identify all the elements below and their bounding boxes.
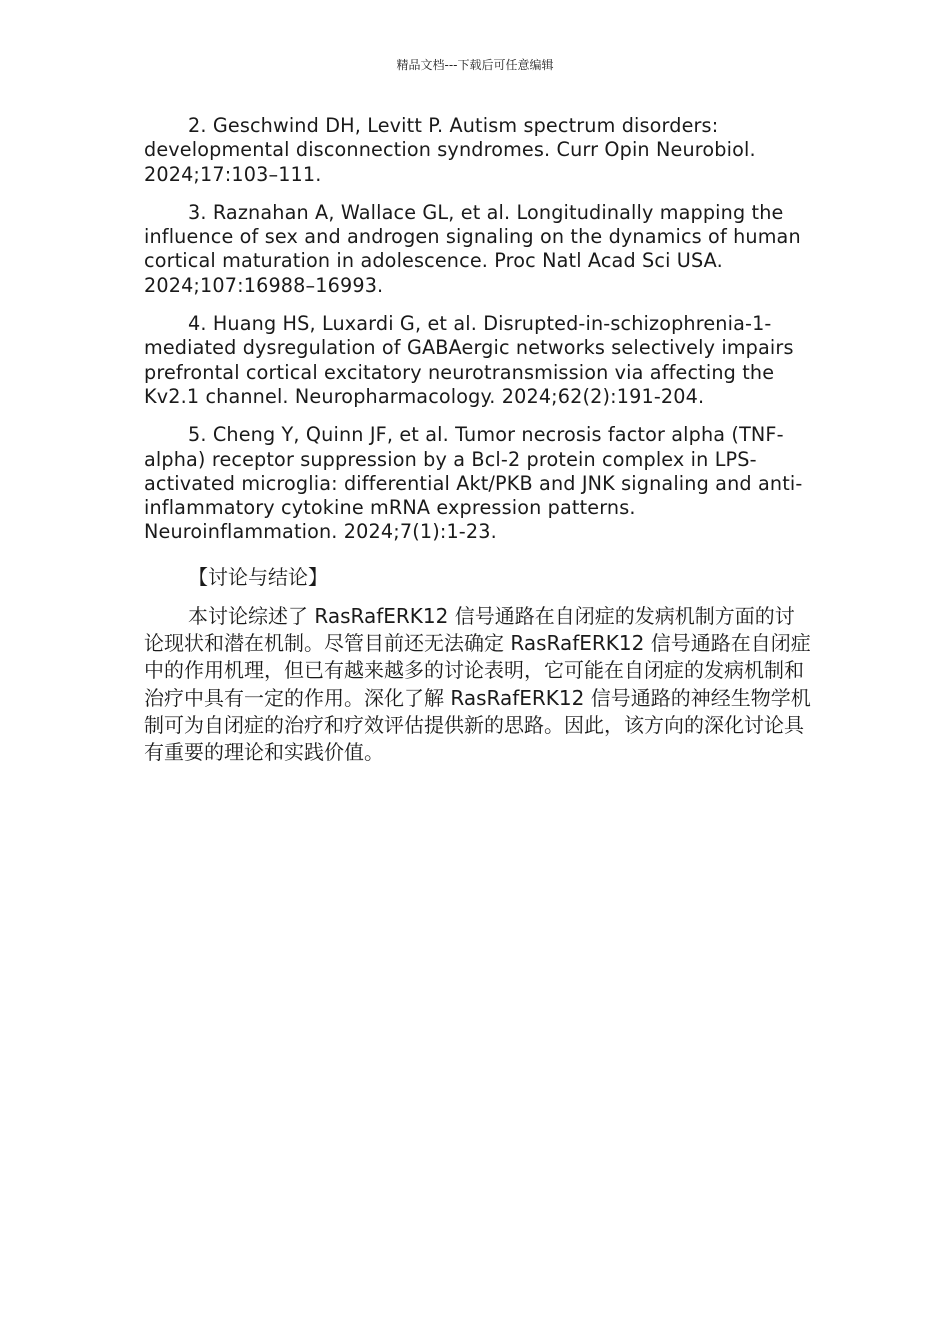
reference-item: 5. Cheng Y, Quinn JF, et al. Tumor necrosis factor alpha (TNF-alpha) receptor suppression by a Bcl-2 protein complex in LPS-activated microglia: differential Akt/PKB and JNK signaling and anti-inflammatory cytokine mRNA expression patterns. Neuroinflammation. 2024;7(1):1-23. bbox=[144, 423, 803, 544]
page-header: 精品文档---下载后可任意编辑 bbox=[396, 58, 554, 72]
document-body bbox=[144, 114, 814, 767]
reference-item: 4. Huang HS, Luxardi G, et al. Disrupted-in-schizophrenia-1-mediated dysregulation of GABAergic networks selectively impairs prefrontal cortical excitatory neurotransmission via affecting the Kv2.1 channel. Neuropharmacology. 2024;62(2):191-204. bbox=[144, 312, 794, 408]
discussion-paragraph: 本讨论综述了 RasRafERK12 信号通路在自闭症的发病机制方面的讨论现状和潜在机制。尽管目前还无法确定 RasRafERK12 信号通路在自闭症中的作用机理，但已有越来越多的讨论表明，它可能在自闭症的发病机制和治疗中具有一定的作用。深化了解 RasRafERK12 信号通路的神经生物学机制可为自闭症的治疗和疗效评估提供新的思路。因此，该方向的深化讨论具有重要的理论和实践价值。 bbox=[144, 603, 811, 765]
reference-item: 2. Geschwind DH, Levitt P. Autism spectrum disorders: developmental disconnection syndromes. Curr Opin Neurobiol. 2024;17:103–111. bbox=[144, 114, 756, 186]
reference-item: 3. Raznahan A, Wallace GL, et al. Longitudinally mapping the influence of sex and androgen signaling on the dynamics of human cortical maturation in adolescence. Proc Natl Acad Sci USA. 2024;107:16988–16993. bbox=[144, 200, 801, 297]
section-heading: 【讨论与结论】 bbox=[188, 564, 328, 589]
